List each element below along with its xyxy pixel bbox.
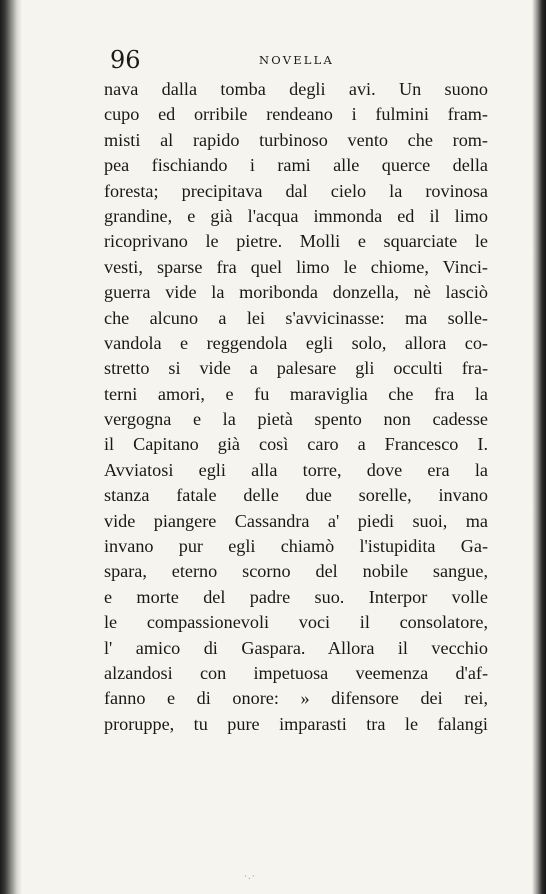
body-text bbox=[104, 77, 488, 737]
running-head: NOVELLA bbox=[259, 53, 334, 67]
text-line: nava dalla tomba degli avi. Un suono bbox=[104, 79, 488, 99]
text-line: pea fischiando i rami alle querce della bbox=[104, 155, 488, 176]
text-line: cupo ed orribile rendeano i fulmini fram- bbox=[104, 104, 488, 125]
text-line: vide piangere Cassandra a' piedi suoi, ma bbox=[104, 510, 488, 531]
text-line: foresta; precipitava dal cielo la rovinosa bbox=[104, 180, 488, 201]
text-line: fanno e di onore: » difensore dei rei, bbox=[104, 688, 488, 709]
text-line: guerra vide la moribonda donzella, nè lasciò bbox=[104, 282, 488, 303]
text-line: invano pur egli chiamò l'istupidita Ga- bbox=[104, 536, 488, 557]
page-edge-shadow bbox=[532, 0, 546, 894]
text-line: il Capitano già così caro a Francesco I. bbox=[104, 434, 488, 455]
text-line: misti al rapido turbinoso vento che rom- bbox=[104, 129, 488, 150]
text-line: Avviatosi egli alla torre, dove era la bbox=[104, 459, 488, 480]
text-line: e morte del padre suo. Interpor volle bbox=[104, 586, 488, 607]
text-line: le compassionevoli voci il consolatore, bbox=[104, 612, 488, 633]
text-line: terni amori, e fu maraviglia che fra la bbox=[104, 383, 488, 404]
text-line: che alcuno a lei s'avvicinasse: ma solle- bbox=[104, 307, 488, 328]
text-line: stretto si vide a palesare gli occulti fra- bbox=[104, 358, 488, 379]
text-line: alzandosi con impetuosa veemenza d'af- bbox=[104, 662, 488, 683]
text-line: ricoprivano le pietre. Molli e squarciate le bbox=[104, 231, 488, 252]
page-number: 96 bbox=[110, 46, 141, 74]
text-line: grandine, e già l'acqua immonda ed il limo bbox=[104, 205, 488, 226]
text-line: stanza fatale delle due sorelle, invano bbox=[104, 485, 488, 506]
text-line: l' amico di Gaspara. Allora il vecchio bbox=[104, 637, 488, 658]
text-line: spara, eterno scorno del nobile sangue, bbox=[104, 561, 488, 582]
binding-shadow bbox=[0, 0, 22, 894]
text-line: vesti, sparse fra quel limo le chiome, Vinci- bbox=[104, 256, 488, 277]
text-line: proruppe, tu pure imparasti tra le falangi bbox=[104, 713, 488, 734]
text-line: vergogna e la pietà spento non cadesse bbox=[104, 409, 488, 430]
page-header bbox=[104, 44, 484, 78]
print-speck: ·.· bbox=[244, 872, 256, 882]
text-line: vandola e reggendola egli solo, allora co- bbox=[104, 332, 488, 353]
